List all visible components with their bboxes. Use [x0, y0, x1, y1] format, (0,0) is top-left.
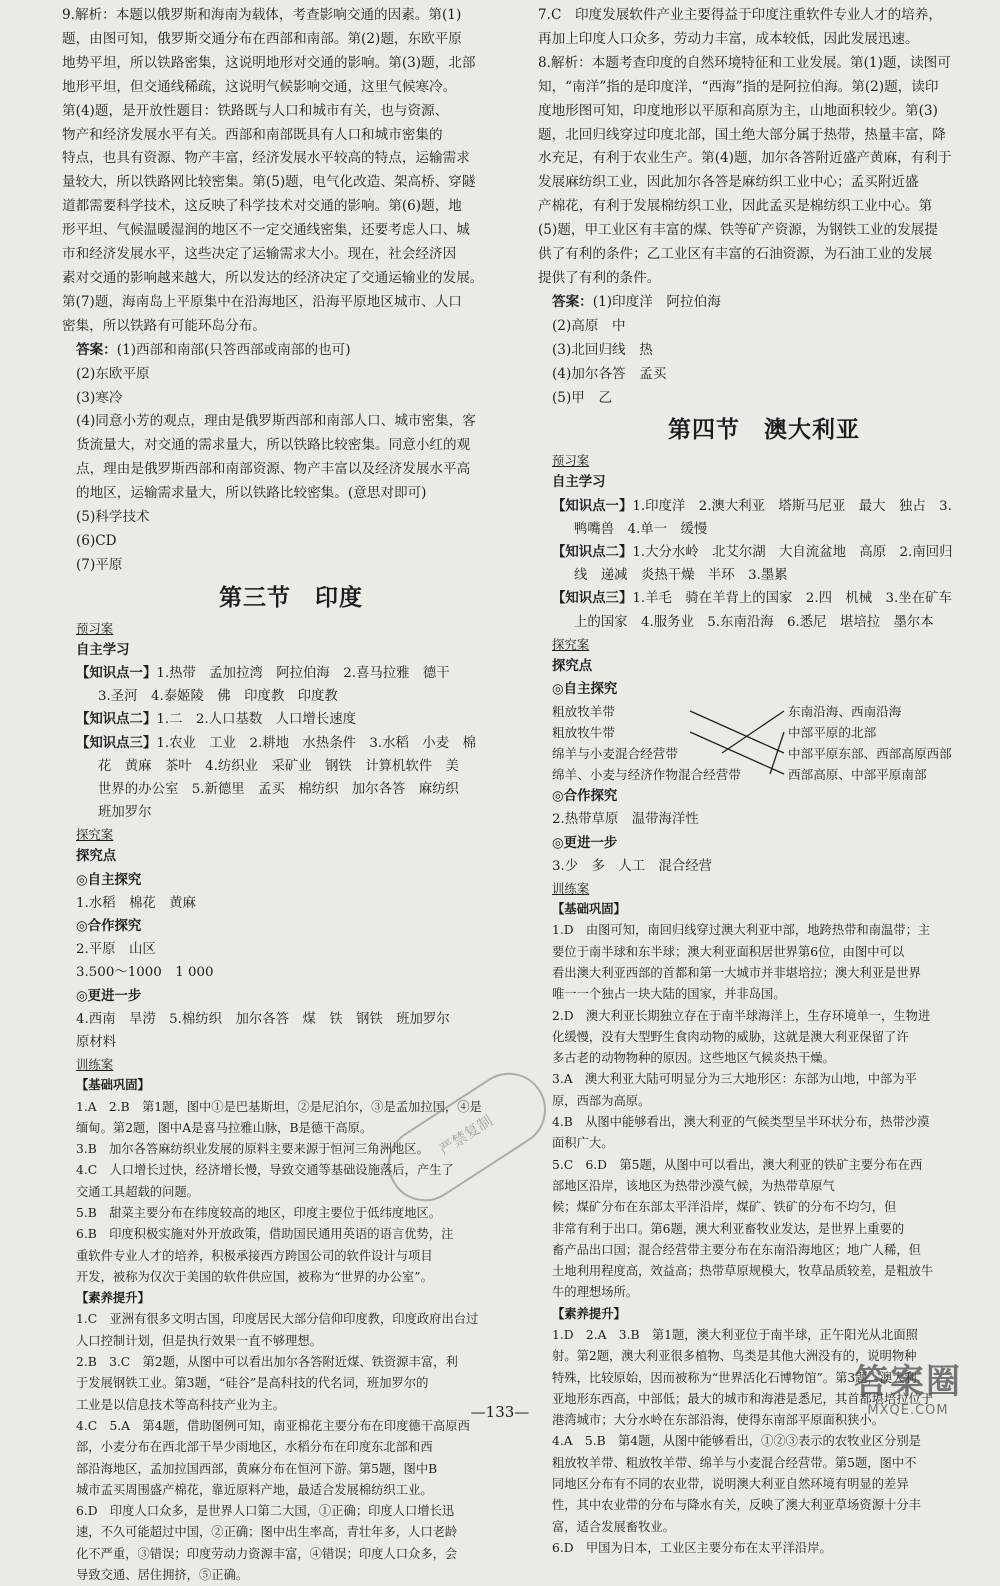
text-line: 5.C 6.D 第5题，从图中可以看出，澳大利亚的铁矿主要分布在西 — [552, 1157, 923, 1172]
match-left-item: 粗放牧牛带 — [552, 725, 615, 741]
train-case-tag: 训练案 — [76, 1057, 114, 1073]
match-left-item: 粗放牧羊带 — [552, 704, 615, 720]
answer-label: 答案： — [76, 341, 117, 358]
text-line: 知，“南洋”指的是印度洋，“西海”指的是阿拉伯海。第(2)题，读印 — [538, 78, 939, 95]
text-line: 4.C 5.A 第4题，借助图例可知，南亚棉花主要分布在印度德干高原西 — [76, 1418, 470, 1433]
k2-line: 线 递减 炎热干燥 半环 3.墨累 — [574, 568, 788, 584]
text-line: 原材料 — [76, 1035, 117, 1050]
text-line: 5.B 甜菜主要分布在纬度较高的地区，印度主要位于低纬度地区。 — [76, 1205, 442, 1220]
text-line: (4)同意小芳的观点，理由是俄罗斯西部和南部人口、城市密集，客 — [76, 413, 476, 430]
australia-explore — [538, 785, 990, 899]
text-line: 非常有利于出口。第6题，澳大利亚畜牧业发达，是世界上重要的 — [552, 1221, 905, 1236]
text-line: 牛的理想场所。 — [552, 1285, 639, 1300]
text-line: 于发展钢铁工业。第3题，“硅谷”是高科技的代名词，班加罗尔的 — [76, 1376, 429, 1391]
text-line: 2.平原 山区 — [76, 942, 156, 958]
knowledge-point-2-label: 【知识点二】 — [76, 712, 157, 728]
text-line: 面积广大。 — [552, 1136, 614, 1151]
text-line: 4.B 从图中能够看出，澳大利亚的气候类型呈半环状分布，热带沙漠 — [552, 1115, 930, 1130]
train-case-tag: 训练案 — [552, 881, 590, 897]
site-watermark — [822, 1362, 994, 1426]
k3-line: 花 黄麻 茶叶 4.纺织业 采矿业 钢铁 计算机软件 美 — [98, 758, 459, 774]
text-line: 要位于南半球和东半球；澳大利亚面积居世界第6位，由图中可以 — [552, 944, 905, 959]
text-line: 供了有利的条件；乙工业区有丰富的石油资源，为石油工业的发展 — [538, 246, 933, 263]
text-line: 性，其中农业带的分布与降水有关，反映了澳大利亚草场资源十分丰 — [552, 1498, 921, 1513]
text-line: 土地利用程度高，效益高；热带草原规模大，牧草品质较差，是粗放牛 — [552, 1264, 934, 1279]
match-line — [770, 732, 784, 774]
section-title-australia: 第四节 澳大利亚 — [668, 417, 860, 444]
q9-answers — [62, 339, 520, 578]
text-line: 物产和经济发展水平有关。西部和南部既具有人口和城市密集的 — [62, 126, 443, 143]
q7-q8 — [538, 0, 990, 291]
k3-line: 1.羊毛 骑在羊背上的国家 2.四 机械 3.坐在矿车 — [632, 591, 952, 607]
india-preview — [62, 618, 520, 1075]
text-line: 射。第2题，澳大利亚很多植物、鸟类是其他大洲没有的，说明物种 — [552, 1349, 917, 1364]
text-line: 2.热带草原 温带海洋性 — [552, 812, 699, 828]
k1-line: 1.热带 孟加拉湾 阿拉伯海 2.喜马拉雅 德干 — [156, 665, 450, 681]
preview-tag: 预习案 — [76, 620, 114, 636]
text-line: 再加上印度人口众多，劳动力丰富，成本较低，因此发展迅速。 — [538, 30, 919, 47]
answer-first: (1)西部和南部(只答西部或南部的也可) — [116, 341, 351, 358]
q9-analysis — [62, 0, 520, 339]
text-line: 6.D 甲国为日本，工业区主要分布在太平洋沿岸。 — [552, 1540, 832, 1555]
text-line: 看出澳大利亚西部的首都和第一大城市并非堪培拉；澳大利亚是世界 — [552, 965, 921, 980]
text-line: 亚地形东西高，中部低；最大的城市和海港是悉尼，其首都堪培拉位于 — [552, 1391, 934, 1406]
text-line: 第(7)题，海南岛上平原集中在沿海地区，沿海平原地区城市、人口 — [62, 293, 462, 310]
text-line: 6.B 印度积极实施对外开放政策，借助国民通用英语的语言优势，注 — [76, 1227, 454, 1242]
preview-tag: 预习案 — [552, 453, 590, 469]
text-line: (3)寒冷 — [76, 389, 123, 406]
text-line: 地形平坦，但交通线稀疏，这说明气候影响交通，这里气候寒冷。 — [62, 78, 457, 95]
left-column — [62, 0, 520, 1586]
k1-line: 3.圣河 4.泰姬陵 佛 印度教 印度教 — [98, 689, 338, 705]
farming-belt-matching — [552, 701, 990, 785]
text-line: 地势平坦，所以铁路密集，这说明地形对交通的影响。第(3)题，北部 — [62, 54, 476, 71]
text-line: 多古老的动物物种的原因。这些地区气候炎热干燥。 — [552, 1051, 835, 1066]
knowledge-point-2-label: 【知识点二】 — [552, 545, 633, 561]
q8-answers — [538, 291, 990, 411]
text-line: 的地区，运输需求量大，所以铁路比较密集。(意思对即可) — [76, 485, 427, 502]
text-line: 货流量大，对交通的需求量大，所以铁路比较密集。同意小红的观 — [76, 437, 471, 454]
text-line: 重软件专业人才的培养，积极承接西方跨国公司的软件设计与项目 — [76, 1248, 433, 1263]
further-heading: ◎更进一步 — [76, 988, 142, 1004]
text-line: 部，小麦分布在西北部干旱少雨地区，水稻分布在印度东北部和西 — [76, 1440, 433, 1455]
explore-point-heading: 探究点 — [76, 849, 117, 865]
text-line: (5)题，甲工业区有丰富的煤、铁等矿产资源，为钢铁工业的发展提 — [538, 222, 938, 239]
text-line: 粗放牧羊带、粗放牧羊带、绵羊与小麦混合经营带。第5题，图中不 — [552, 1455, 917, 1470]
k3-line: 上的国家 4.服务业 5.东南沿海 6.悉尼 堪培拉 墨尔本 — [574, 614, 934, 630]
text-line: 部地区沿岸，该地区为热带沙漠气候，为热带草原气 — [552, 1178, 835, 1193]
watermark-url: MXQE.COM — [867, 1403, 949, 1418]
text-line: 港湾城市；大分水岭在东部沿海，使得东南部平原面积狭小。 — [552, 1413, 885, 1428]
text-line: 2.D 澳大利亚长期独立存在于南半球海洋上，生存环境单一，生物进 — [552, 1008, 931, 1023]
basic-heading: 【基础巩固】 — [552, 902, 626, 917]
text-line: 2.B 3.C 第2题，从图中可以看出加尔各答附近煤、铁资源丰富，利 — [76, 1355, 458, 1370]
text-line: 缅甸。第2题，图中A是喜马拉雅山脉，B是德干高原。 — [76, 1120, 373, 1135]
match-line — [690, 711, 784, 753]
text-line: 同地区分布有不同的农业带，说明澳大利亚自然环境有明显的差异 — [552, 1477, 909, 1492]
text-line: 4.C 人口增长过快，经济增长慢，导致交通等基础设施落后，产生了 — [76, 1163, 454, 1178]
text-line: 3.500～1000 1 000 — [76, 965, 214, 981]
self-explore-heading: ◎自主探究 — [552, 682, 618, 698]
text-line: 特殊，比较原始，因而被称为“世界活化石博物馆”。第3题，澳大利 — [552, 1370, 917, 1385]
text-line: 唯一一个独占一块大陆的国家，并非岛国。 — [552, 987, 786, 1002]
text-line: 道都需要科学技术，这反映了科学技术对交通的影响。第(6)题，地 — [62, 198, 462, 215]
text-line: (5)甲 乙 — [552, 389, 613, 406]
copyright-stamp: 严禁复制 — [374, 1059, 560, 1216]
text-line: 特点，也具有资源、物产丰富，经济发展水平较高的特点，运输需求 — [62, 150, 470, 167]
text-line: 1.D 由图可知，南回归线穿过澳大利亚中部，地跨热带和南温带；主 — [552, 923, 931, 938]
match-right-item: 中部平原东部、西部高原西部 — [788, 746, 952, 762]
k3-line: 世界的办公室 5.新德里 孟买 棉纺织 加尔各答 麻纺织 — [98, 781, 459, 797]
australia-training — [538, 899, 990, 1559]
text-line: (2)东欧平原 — [76, 365, 150, 382]
text-line: (3)北回归线 热 — [552, 341, 653, 358]
text-line: 第(4)题，是开放性题目：铁路既与人口和城市有关，也与资源、 — [62, 102, 449, 119]
answer-first: (1)印度洋 阿拉伯海 — [592, 293, 721, 310]
text-line: 8.解析：本题考查印度的自然环境特征和工业发展。第(1)题，读图可 — [538, 54, 951, 71]
self-explore-heading: ◎自主探究 — [76, 872, 142, 888]
match-right-item: 东南沿海、西南沿海 — [788, 704, 902, 720]
text-line: 化不严重，③错误；印度劳动力资源丰富，④错误；印度人口众多，会 — [76, 1546, 458, 1561]
text-line: 候；煤矿分布在东部太平洋沿岸，煤矿、铁矿的分布不均匀，但 — [552, 1200, 897, 1215]
text-line: 点，理由是俄罗斯西部和南部资源、物产丰富以及经济发展水平高 — [76, 461, 471, 478]
text-line: 工业是以信息技术等高科技产业为主。 — [76, 1397, 286, 1412]
text-line: 导致交通、居住拥挤，⑤正确。 — [76, 1568, 249, 1583]
text-line: 化缓慢，没有大型野生食肉动物的威胁，这就是澳大利亚保留了许 — [552, 1029, 909, 1044]
text-line: (2)高原 中 — [552, 317, 626, 334]
knowledge-point-1-label: 【知识点一】 — [76, 665, 157, 681]
text-line: 密集，所以铁路有可能环岛分布。 — [62, 317, 266, 334]
k1-line: 鸭嘴兽 4.单一 缓慢 — [574, 521, 708, 537]
self-study-heading: 自主学习 — [76, 642, 130, 658]
basic-heading: 【基础巩固】 — [76, 1078, 150, 1093]
text-line: (6)CD — [76, 532, 117, 549]
text-line: 9.解析：本题以俄罗斯和海南为载体，考查影响交通的因素。第(1) — [62, 7, 462, 23]
further-heading: ◎更进一步 — [552, 835, 618, 851]
text-line: 水充足，有利于农业生产。第(4)题，加尔各答附近盛产黄麻，有利于 — [538, 150, 952, 167]
text-line: 素对交通的影响越来越大，所以发达的经济决定了交通运输业的发展。 — [62, 269, 484, 286]
australia-preview — [538, 450, 990, 701]
match-line — [722, 711, 784, 753]
text-line: (7)平原 — [76, 556, 123, 573]
coop-explore-heading: ◎合作探究 — [552, 789, 618, 805]
match-left-item: 绵羊与小麦混合经营带 — [552, 746, 678, 762]
text-line: 3.少 多 人工 混合经营 — [552, 858, 713, 874]
section-title-india: 第三节 印度 — [219, 584, 363, 611]
text-line: 交通工具超载的问题。 — [76, 1184, 199, 1199]
text-line: 1.C 亚洲有很多文明古国，印度居民大部分信仰印度教，印度政府出台过 — [76, 1312, 479, 1327]
match-right-item: 中部平原的北部 — [788, 725, 877, 741]
knowledge-point-1-label: 【知识点一】 — [552, 498, 633, 514]
text-line: 发展麻纺织工业，因此加尔各答是麻纺织工业中心；孟买附近盛 — [538, 174, 919, 191]
match-right-item: 西部高原、中部平原南部 — [788, 767, 927, 783]
text-line: 题，由图可知，俄罗斯交通分布在西部和南部。第(2)题，东欧平原 — [62, 30, 462, 47]
text-line: (4)加尔各答 孟买 — [552, 365, 667, 382]
text-line: 提供了有利的条件。 — [538, 269, 661, 286]
knowledge-point-3-label: 【知识点三】 — [76, 735, 157, 751]
text-line: 6.D 印度人口众多，是世界人口第二大国，①正确；印度人口增长迅 — [76, 1504, 455, 1519]
text-line: 1.D 2.A 3.B 第1题，澳大利亚位于南半球，正午阳光从北面照 — [552, 1327, 918, 1342]
text-line: 量较大，所以铁路网比较密集。第(5)题，电气化改造、架高桥、穿隧 — [62, 174, 476, 191]
text-line: (5)科学技术 — [76, 509, 150, 526]
quality-heading: 【素养提升】 — [76, 1291, 150, 1306]
quality-heading: 【素养提升】 — [552, 1306, 626, 1321]
text-line: 产棉花，有利于发展棉纺织工业，因此孟买是棉纺织工业中心。第 — [538, 198, 933, 215]
coop-explore-heading: ◎合作探究 — [76, 918, 142, 934]
k2-line: 1.大分水岭 北艾尔湖 大自流盆地 高原 2.南回归 — [632, 545, 953, 561]
text-line: 3.A 澳大利亚大陆可明显分为三大地形区：东部为山地，中部为平 — [552, 1072, 917, 1087]
text-line: 开发，被称为仅次于美国的软件供应国，被称为“世界的办公室”。 — [76, 1269, 433, 1284]
explore-case-tag: 探究案 — [552, 636, 590, 652]
text-line: 部沿海地区，孟加拉国西部，黄麻分布在恒河下游。第5题，图中B — [76, 1461, 438, 1476]
text-line: 畜产品出口国；混合经营带主要分布在东南沿海地区；地广人稀，但 — [552, 1242, 921, 1257]
text-line: 1.A 2.B 第1题，图中①是巴基斯坦，②是尼泊尔，③是孟加拉国，④是 — [76, 1099, 482, 1114]
text-line: 7.C 印度发展软件产业主要得益于印度注重软件专业人才的培养， — [538, 7, 942, 23]
text-line: 度地形图可知，印度地形以平原和高原为主，山地面积较少。第(3) — [538, 102, 938, 119]
text-line: 原，西部为高原。 — [552, 1093, 651, 1108]
text-line: 富，适合发展畜牧业。 — [552, 1519, 675, 1534]
text-line: 城市孟买周围盛产棉花，靠近原料产地，最适合发展棉纺织工业。 — [76, 1482, 433, 1497]
watermark-logo-text: 答案圈 — [854, 1362, 962, 1402]
self-study-heading: 自主学习 — [552, 475, 606, 491]
text-line: 4.A 5.B 第4题，从图中能够看出，①②③表示的农牧业区分别是 — [552, 1434, 921, 1449]
k3-line: 1.农业 工业 2.耕地 水热条件 3.水稻 小麦 棉 — [156, 735, 476, 751]
text-line: 1.水稻 棉花 黄麻 — [76, 895, 196, 911]
text-line: 市和经济发展水平，这些决定了运输需求大小。现在，社会经济因 — [62, 246, 457, 263]
k3-line: 班加罗尔 — [98, 805, 152, 821]
match-left-item: 绵羊、小麦与经济作物混合经营带 — [552, 767, 741, 783]
page-number: —133— — [470, 1403, 530, 1421]
text-line: 3.B 加尔各答麻纺织业发展的原料主要来源于恒河三角洲地区。 — [76, 1142, 429, 1157]
answer-label: 答案： — [552, 293, 593, 310]
text-line: 4.西南 旱涝 5.棉纺织 加尔各答 煤 铁 钢铁 班加罗尔 — [76, 1011, 450, 1027]
text-line: 形平坦、气候温暖湿润的地区不一定交通线密集，还要考虑人口、城 — [62, 222, 470, 239]
k1-line: 1.印度洋 2.澳大利亚 塔斯马尼亚 最大 独占 3. — [632, 498, 952, 514]
knowledge-point-3-label: 【知识点三】 — [552, 591, 633, 607]
text-line: 题，北回归线穿过印度北部，国土绝大部分属于热带，热量丰富，降 — [538, 126, 946, 143]
text-line: 速，不久可能超过中国，②正确；图中出生率高，青壮年多，人口老龄 — [76, 1525, 458, 1540]
right-column — [538, 0, 990, 1559]
k2-line: 1.二 2.人口基数 人口增长速度 — [156, 712, 356, 728]
explore-case-tag: 探究案 — [76, 827, 114, 843]
text-line: 人口控制计划，但是执行效果一直不够理想。 — [76, 1333, 322, 1348]
explore-point-heading: 探究点 — [552, 658, 593, 674]
